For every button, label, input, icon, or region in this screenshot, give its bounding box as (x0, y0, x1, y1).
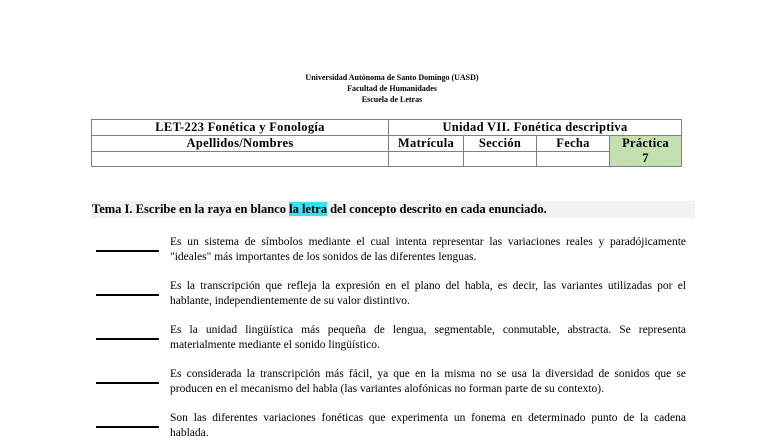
fecha-label: Fecha (537, 136, 610, 152)
school-name: Escuela de Letras (361, 95, 423, 104)
answer-blank[interactable] (96, 426, 159, 428)
names-field[interactable] (92, 152, 389, 167)
tema-suffix: del concepto descrito en cada enunciado. (326, 202, 547, 216)
answer-blank[interactable] (96, 294, 159, 296)
course-title: LET-223 Fonética y Fonología (92, 120, 389, 136)
tema-highlight: la letra (289, 202, 327, 216)
exercise-text: Es un sistema de símbolos mediante el cual intenta representar las variaciones reales y paradójicamente "ideales" más importantes de los sonidos de las diferentes lenguas. (170, 236, 686, 263)
tema-prefix: Tema I. Escribe en la raya en blanco (92, 202, 290, 216)
seccion-field[interactable] (464, 152, 537, 167)
course-info-table (91, 119, 682, 167)
exercise-text: Es la transcripción que refleja la expresión en el plano del habla, es decir, las variantes utilizadas por el hablante, independientemente de su valor distintivo. (170, 280, 686, 307)
exercise-text: Son las diferentes variaciones fonéticas que experimenta un fonema en determinado punto de la cadena hablada. (170, 412, 686, 439)
practica-cell (610, 136, 682, 167)
fecha-field[interactable] (537, 152, 610, 167)
practica-number: 7 (642, 151, 649, 165)
exercise-text: Es considerada la transcripción más fácil, ya que en la misma no se usa la diversidad de sonidos que se producen en el mecanismo del habla (las variantes alofónicas no forman parte de su contexto). (170, 368, 686, 395)
names-label: Apellidos/Nombres (92, 136, 389, 152)
answer-blank[interactable] (96, 250, 159, 252)
exercise-text: Es la unidad lingüística más pequeña de lengua, segmentable, conmutable, abstracta. Se representa materialmente mediante el sonido lingüístico. (170, 324, 686, 351)
answer-blank[interactable] (96, 382, 159, 384)
tema-heading (91, 201, 695, 218)
document-header (0, 72, 784, 105)
seccion-label: Sección (464, 136, 537, 152)
unit-title: Unidad VII. Fonética descriptiva (389, 120, 682, 136)
faculty-name: Facultad de Humanidades (347, 84, 437, 93)
matricula-field[interactable] (389, 152, 464, 167)
matricula-label: Matrícula (389, 136, 464, 152)
answer-blank[interactable] (96, 338, 159, 340)
university-name: Universidad Autónoma de Santo Domingo (UASD) (305, 73, 479, 82)
practica-label: Práctica (622, 136, 669, 150)
